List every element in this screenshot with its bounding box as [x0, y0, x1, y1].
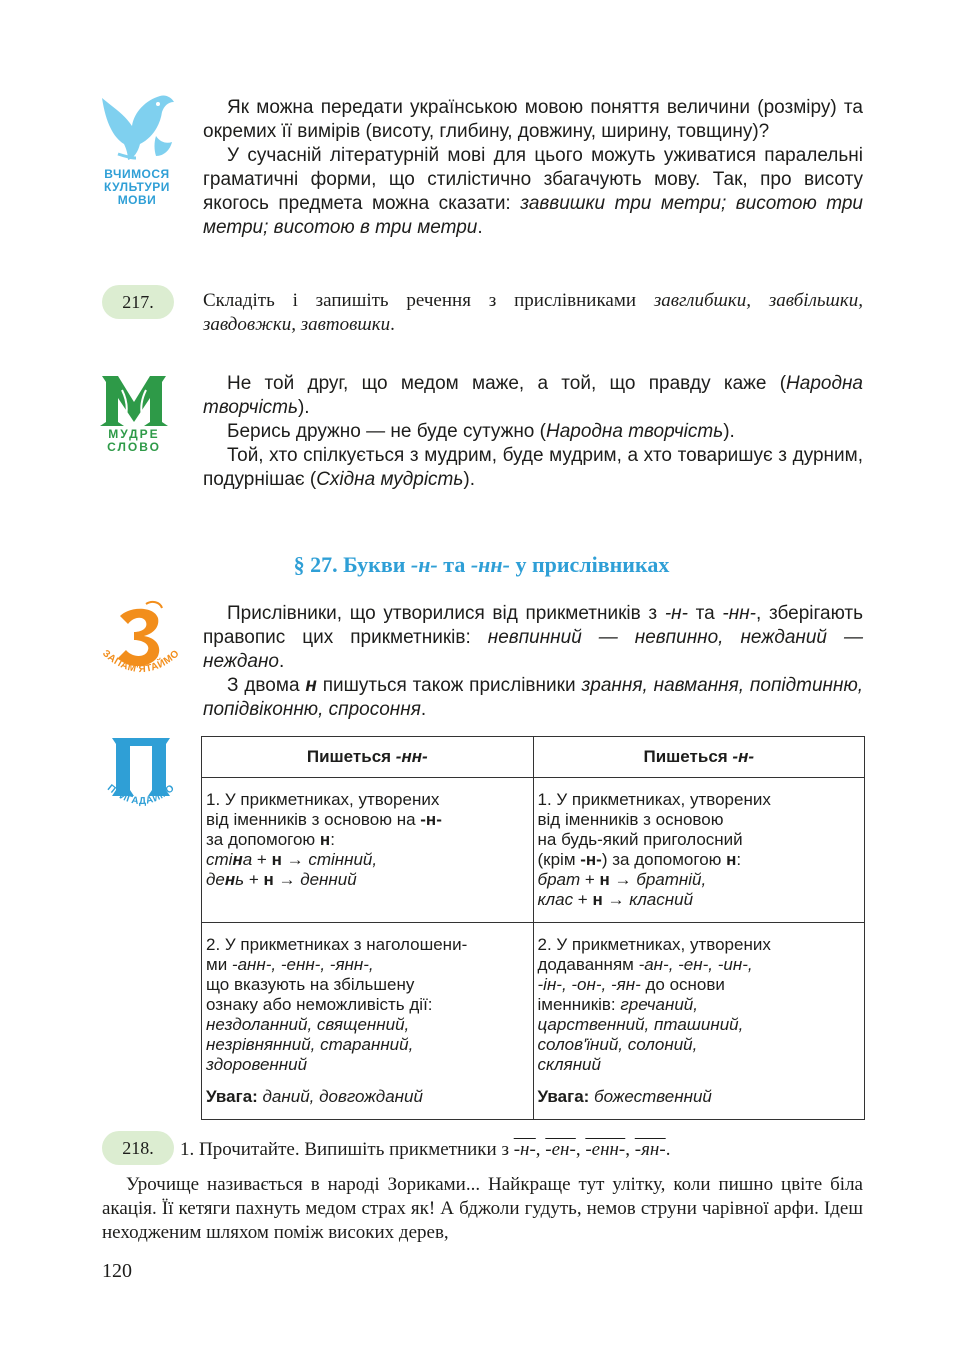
wisdom-caption-1: МУДРЕ [108, 427, 160, 441]
culture-caption-3: МОВИ [117, 193, 157, 207]
bird-icon [94, 92, 180, 168]
culture-text [203, 96, 863, 240]
remember-paragraph-1: Прислівники, що утворилися від прикметників з -н- та -нн-, зберігають правопис цих прикметників: невпинний — невпинно, нежданий — нежданo. [203, 603, 864, 672]
exercise-218-text: Урочище називається в народі Зориками... Найкраще тут улітку, коли пишно цвіте біла акація. Її кетяги пахнуть медом страх як! А бджоли гудуть, немов струни чарівної арфи. Ідеш неходженим шляхом поміж високих дерев, [102, 1174, 863, 1243]
letter-p-icon [96, 734, 186, 814]
digit-3-icon [96, 600, 186, 680]
table-cell-n-rule-2: 2. У прикметниках, утворених додаванням -ан-, -ен-, -ин-, -ін-, -он-, -ян- до основи іменників: гречаний, царственний, пташиний, солов'їний, солоний, скляний Увага: божественний [533, 923, 865, 1120]
exercise-218-task: 1. Прочитайте. Випишіть прикметники з -н-, -ен-, -енн-, -ян-. [180, 1139, 671, 1160]
recall-icon-block [96, 734, 186, 814]
culture-paragraph-1: Як можна передати українською мовою поняття величини (розміру) та окремих її вимірів (висоту, глибину, довжину, ширину, товщину)? [203, 97, 863, 142]
remember-icon-block [96, 600, 186, 680]
table-note-nn: Увага: даний, довгожданий [206, 1087, 423, 1106]
proverb-1: Не той друг, що медом маже, а той, що правду каже (Народна творчість). [203, 373, 863, 418]
exercise-217-text: Складіть і запишіть речення з прислівниками завглибшки, завбільшки, завдовжки, завтовшки. [203, 290, 863, 335]
letter-m-icon [98, 372, 170, 428]
culture-paragraph-2: У сучасній літературній мові для цього можуть уживатися паралельні граматичні форми, що стилістично збагачують мову. Так, про висоту якогось предмета можна сказати: заввишки три метри; висотою три метри; висотою в три метри. [203, 145, 863, 238]
proverb-2: Берись дружно — не буде сутужно (Народна творчість). [227, 421, 735, 442]
culture-caption-1: ВЧИМОСЯ [104, 167, 170, 181]
svg-text:ПРИГАДАЙМО [105, 783, 177, 807]
exercise-217-words: завглибшки, завбільшки, завдовжки, завтовшки [203, 290, 863, 335]
remember-text [203, 602, 863, 722]
culture-examples: заввишки три метри; висотою три метри; висотою в три метри [203, 193, 863, 238]
table-note-n: Увага: божественний [537, 1087, 712, 1106]
spelling-rules-table [201, 736, 865, 1120]
recall-caption: ПРИГАДАЙМО [105, 782, 177, 808]
section-heading: § 27. Букви -н- та -нн- у прислівниках [293, 552, 670, 577]
wisdom-text [203, 372, 863, 492]
exercise-217-number: 217. [102, 285, 174, 319]
table-cell-nn-rule-2: 2. У прикметниках з наголошени- ми -анн-, -енн-, -янн-, що вказують на збільшену ознаку або неможливість дії: нездоланний, священний, незрівнянний, старанний, здоровенний Увага: даний, довгожданий [202, 923, 534, 1120]
page-number: 120 [102, 1260, 132, 1282]
remember-caption: ЗАПАМ'ЯТАЙМО [100, 648, 182, 676]
table-cell-nn-rule-1: 1. У прикметниках, утворених від іменників з основою на -н- за допомогою н: стіна + н → стінний, день + н → денний [202, 778, 534, 923]
proverb-3: Той, хто спілкується з мудрим, буде мудрим, а хто товаришує з дурним, подурнішає (Східна мудрість). [203, 445, 863, 490]
table-header-nn: Пишеться -нн- [202, 737, 534, 778]
wisdom-icon-block [98, 372, 170, 456]
wisdom-caption-2: СЛОВО [107, 440, 161, 454]
exercise-218-number: 218. [102, 1131, 174, 1165]
table-cell-n-rule-1: 1. У прикметниках, утворених від іменників з основою на будь-який приголосний (крім -н-) за допомогою н: брат + н → братній, клас + н → класний [533, 778, 865, 923]
culture-icon-block [94, 92, 180, 212]
remember-paragraph-2: З двома н пишуться також прислівники зрання, навмання, попідтинню, попідвіконню, спросоння. [203, 675, 864, 720]
culture-caption-2: КУЛЬТУРИ [104, 180, 170, 194]
table-header-n: Пишеться -н- [533, 737, 865, 778]
